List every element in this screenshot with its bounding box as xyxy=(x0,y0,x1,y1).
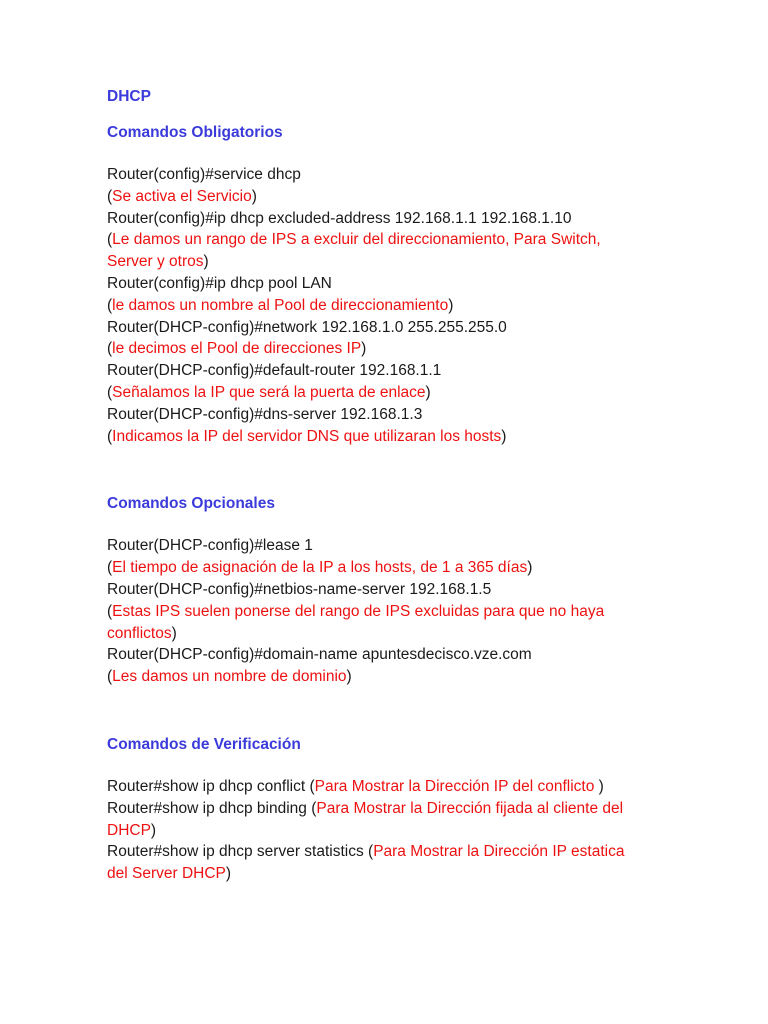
command-note: (Indicamos la IP del servidor DNS que utilizaran los hosts) xyxy=(107,427,507,445)
note-text: El tiempo de asignación de la IP a los hosts, de 1 a 365 días xyxy=(112,559,528,577)
command-note: (El tiempo de asignación de la IP a los hosts, de 1 a 365 días) xyxy=(107,559,533,577)
command-text: Router#show ip dhcp server statistics xyxy=(107,843,364,861)
command-note: (Se activa el Servicio) xyxy=(107,187,257,205)
command-line: Router(DHCP-config)#domain-name apuntesdecisco.vze.com xyxy=(107,646,532,664)
command-note: (Estas IPS suelen ponerse del rango de IPS excluidas para que no haya xyxy=(107,602,605,620)
note-text: Server y otros xyxy=(107,253,204,271)
note-text: Para Mostrar la Dirección IP estatica xyxy=(373,843,625,861)
note-text: Señalamos la IP que será la puerta de enlace xyxy=(112,383,426,401)
document-page xyxy=(107,86,667,885)
command-line: Router(config)#ip dhcp excluded-address 192.168.1.1 192.168.1.10 xyxy=(107,209,572,227)
command-note: (Señalamos la IP que será la puerta de enlace) xyxy=(107,383,431,401)
command-note-cont: DHCP) xyxy=(107,821,157,839)
command-line: Router(DHCP-config)#default-router 192.168.1.1 xyxy=(107,362,442,380)
command-line: Router(DHCP-config)#lease 1 xyxy=(107,537,313,555)
section-heading-verificacion: Comandos de Verificación xyxy=(107,735,301,753)
command-line: Router(config)#ip dhcp pool LAN xyxy=(107,274,332,292)
command-text: Router#show ip dhcp binding xyxy=(107,799,307,817)
note-text: Se activa el Servicio xyxy=(112,187,252,205)
note-text: Para Mostrar la Dirección IP del conflicto xyxy=(314,777,599,795)
command-line: Router#show ip dhcp conflict (Para Mostrar la Dirección IP del conflicto ) xyxy=(107,777,604,795)
command-note: (le damos un nombre al Pool de direccionamiento) xyxy=(107,296,454,314)
section-heading-opcionales: Comandos Opcionales xyxy=(107,495,275,513)
command-note: (le decimos el Pool de direcciones IP) xyxy=(107,340,367,358)
command-line: Router(DHCP-config)#dns-server 192.168.1.3 xyxy=(107,405,423,423)
command-line: Router#show ip dhcp binding (Para Mostrar la Dirección fijada al cliente del xyxy=(107,799,624,817)
note-text: Para Mostrar la Dirección fijada al cliente del xyxy=(316,799,624,817)
command-line: Router(DHCP-config)#network 192.168.1.0 255.255.255.0 xyxy=(107,318,507,336)
note-text: conflictos xyxy=(107,624,172,642)
note-text: del Server DHCP xyxy=(107,865,226,883)
note-text: Indicamos la IP del servidor DNS que utilizaran los hosts xyxy=(112,427,502,445)
note-text: Estas IPS suelen ponerse del rango de IPS excluidas para que no haya xyxy=(112,602,605,620)
note-text: le damos un nombre al Pool de direccionamiento xyxy=(112,296,449,314)
note-text: Les damos un nombre de dominio xyxy=(112,668,347,686)
command-note-cont: del Server DHCP) xyxy=(107,865,232,883)
command-note-cont: conflictos) xyxy=(107,624,177,642)
command-line: Router(DHCP-config)#netbios-name-server 192.168.1.5 xyxy=(107,580,492,598)
command-line: Router(config)#service dhcp xyxy=(107,166,301,183)
note-text: Le damos un rango de IPS a excluir del direccionamiento, Para Switch, xyxy=(112,231,601,249)
command-line: Router#show ip dhcp server statistics (Para Mostrar la Dirección IP estatica xyxy=(107,843,625,861)
command-note-cont: Server y otros) xyxy=(107,253,209,271)
note-text: le decimos el Pool de direcciones IP xyxy=(112,340,362,358)
command-text: Router#show ip dhcp conflict xyxy=(107,777,306,795)
note-text: DHCP xyxy=(107,821,151,839)
section-heading-obligatorios: Comandos Obligatorios xyxy=(107,124,283,141)
doc-title: DHCP xyxy=(107,88,151,105)
command-note: (Les damos un nombre de dominio) xyxy=(107,668,352,686)
command-note: (Le damos un rango de IPS a excluir del direccionamiento, Para Switch, xyxy=(107,231,601,249)
